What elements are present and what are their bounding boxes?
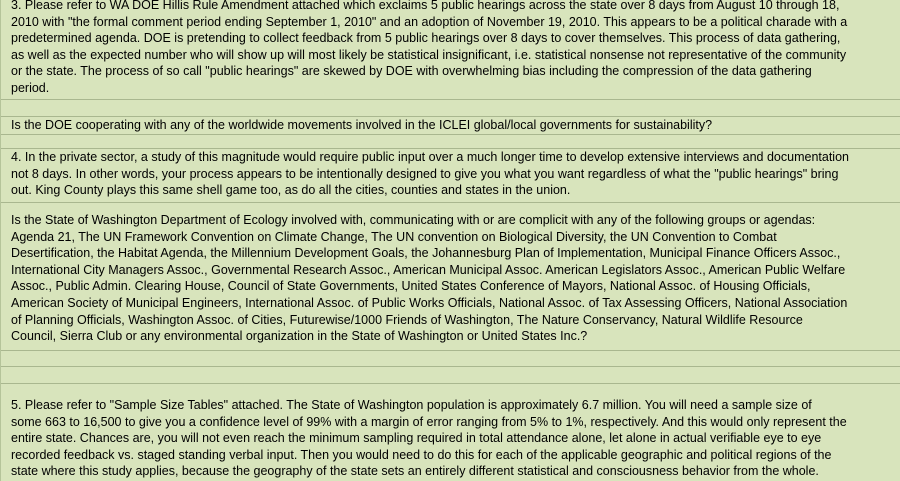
empty-row[interactable] [1,351,900,367]
comment-row-5[interactable] [1,384,900,481]
cell-text: 4. In the private sector, a study of this magnitude would require public input over a much longer time to develop extensive interviews and documentation not 8 days. In other words, your process appears to be intentionally designed to give you what you want regardless of what the "public hearings" bring out. King County plays this same shell game too, as do all the cities, counties and states in the union. [11,150,849,198]
cell-text: Is the State of Washington Department of Ecology involved with, communicating with or are complicit with any of the following groups or agendas: Agenda 21, The UN Framework Convention on Climate Change, The UN convention on Biological Diversity, the UN Convention to Combat Desertification, the Habitat Agenda, the Millennium Development Goals, the Johannesburg Plan of Implementation, Municipal Finance Officers Assoc., International City Managers Assoc., Governmental Research Assoc., American Municipal Assoc. American Legislators Assoc., American Public Welfare Assoc., Public Admin. Clearing House, Council of State Governments, United States Conference of Mayors, National Assoc. of Housing Officials, American Society of Municipal Engineers, International Assoc. of Public Works Officials, National Assoc. of Tax Assessing Officers, National Association of Planning Officials, Washington Assoc. of Cities, Futurewise/1000 Friends of Washington, The Nature Conservancy, Natural Wildlife Resource Council, Sierra Club or any environmental organization in the State of Washington or United States Inc.? [11,213,848,344]
empty-row[interactable] [1,367,900,384]
cell-text: 3. Please refer to WA DOE Hillis Rule Amendment attached which exclaims 5 public hearings across the state over 8 days from August 10 through 18, 2010 with "the formal comment period ending September 1, 2010" and an adoption of November 19, 2010. This appears to be a political charade with a predetermined agenda. DOE is pretending to collect feedback from 5 public hearings over 8 days to cover themselves. This process of data gathering, as well as the expected number who will show up will most likely be statistical insignificant, i.e. statistical nonsense not representative of the community or the state. The process of so call "public hearings" are skewed by DOE with overwhelming bias including the compression of the data gathering period. [11,0,848,95]
empty-row[interactable] [1,100,900,117]
cell-text: Is the DOE cooperating with any of the worldwide movements involved in the ICLEI global/local governments for sustainability? [11,118,713,132]
comment-row-4[interactable] [1,149,900,203]
question-row-iclei[interactable] [1,117,900,135]
empty-row[interactable] [1,135,900,149]
cell-text: 5. Please refer to "Sample Size Tables" attached. The State of Washington population is approximately 6.7 million. You will need a sample size of some 663 to 16,500 to give you a confidence level of 99% with a margin of error ranging from 5% to 1%, respectively. And this would only represent the entire state. Chances are, you will not even reach the minimum sampling required in total attendance alone, let alone in actual verifiable eye to eye recorded feedback vs. staged standing verbal input. Then you would need to do this for each of the applicable geographic and political regions of the state where this study applies, because the geography of the state sets an entirely different statistical and consciousness behavior from the whole. [11,398,847,479]
comment-row-3[interactable] [1,0,900,100]
question-row-groups[interactable] [1,203,900,351]
